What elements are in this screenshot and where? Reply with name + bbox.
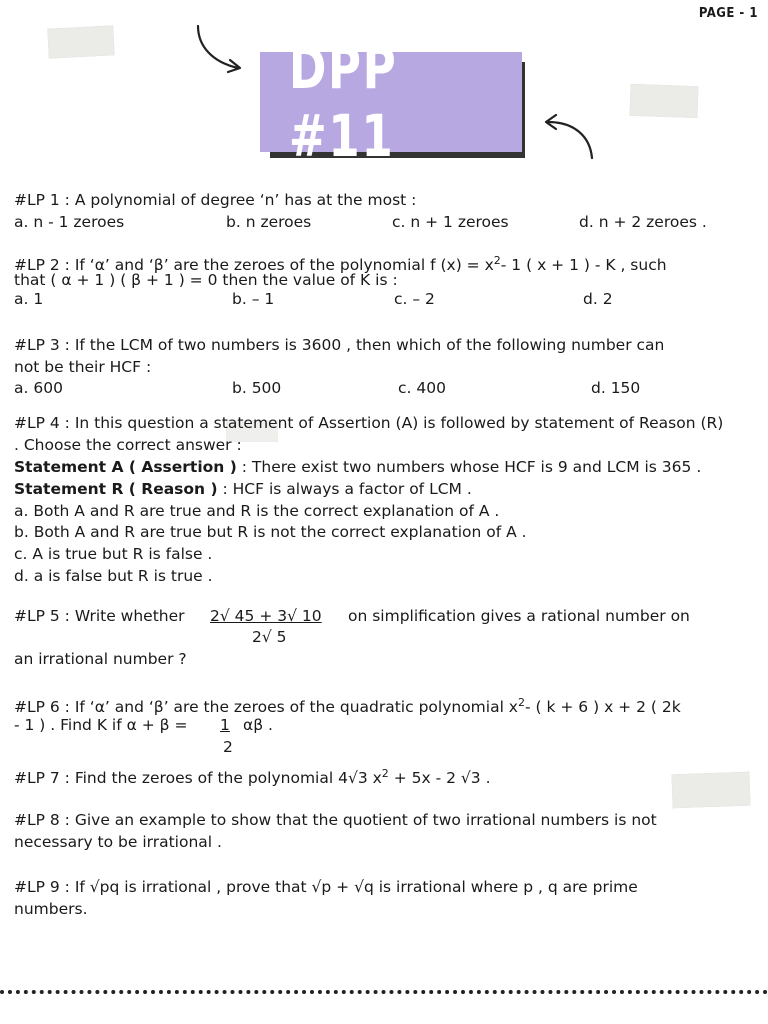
q6-fraction-denominator: 2	[223, 738, 233, 756]
statement-r	[14, 479, 472, 499]
question-5-line-2: an irrational number ?	[14, 650, 187, 668]
banner-title: DPP #11	[288, 34, 398, 170]
q7-text-a: #LP 7 : Find the zeroes of the polynomial 4√3 x	[14, 769, 382, 788]
page-number: PAGE - 1	[698, 6, 758, 21]
arrow-right-icon	[538, 112, 598, 162]
tape-decoration-right	[671, 772, 750, 809]
q4-option-b: b. Both A and R are true but R is not the correct explanation of A .	[14, 523, 527, 541]
question-3-line-2: not be their HCF :	[14, 358, 152, 376]
q3-option-d: d. 150	[591, 379, 641, 397]
q1-option-d: d. n + 2 zeroes .	[579, 213, 707, 231]
question-6-line-2-b: αβ .	[243, 716, 273, 734]
question-4-line-1: #LP 4 : In this question a statement of Assertion (A) is followed by statement of Reason (R)	[14, 414, 724, 432]
q4-option-c: c. A is true but R is false .	[14, 545, 213, 563]
statement-a	[14, 457, 701, 477]
statement-r-text: : HCF is always a factor of LCM .	[217, 480, 472, 498]
q4-option-d: d. a is false but R is true .	[14, 567, 213, 585]
q3-option-b: b. 500	[232, 379, 282, 397]
footer-dotted-divider	[0, 990, 768, 994]
q4-option-a: a. Both A and R are true and R is the correct explanation of A .	[14, 502, 500, 520]
question-5-prefix: #LP 5 : Write whether	[14, 607, 185, 625]
question-9-line-2: numbers.	[14, 900, 88, 918]
question-7	[14, 764, 491, 788]
q2-option-b: b. – 1	[232, 290, 275, 308]
question-9-line-1: #LP 9 : If √pq is irrational , prove that √p + √q is irrational where p , q are prime	[14, 878, 638, 896]
tape-decoration-top-right	[629, 84, 698, 118]
question-4-line-2: . Choose the correct answer :	[14, 436, 242, 454]
q7-exponent: 2	[381, 767, 389, 780]
statement-a-label: Statement A ( Assertion )	[14, 458, 237, 476]
q1-option-a: a. n - 1 zeroes	[14, 213, 125, 231]
q6-text-a: #LP 6 : If ‘α’ and ‘β’ are the zeroes of the quadratic polynomial x	[14, 698, 518, 717]
question-1: #LP 1 : A polynomial of degree ‘n’ has at the most :	[14, 191, 417, 209]
q2-option-a: a. 1	[14, 290, 44, 308]
q3-option-c: c. 400	[398, 379, 446, 397]
title-banner	[260, 34, 522, 170]
q6-text-b: - ( k + 6 ) x + 2 ( 2k	[525, 698, 681, 717]
q2-option-c: c. – 2	[394, 290, 435, 308]
question-2-line-2: that ( α + 1 ) ( β + 1 ) = 0 then the value of K is :	[14, 271, 398, 289]
statement-r-label: Statement R ( Reason )	[14, 480, 218, 498]
q1-option-b: b. n zeroes	[226, 213, 312, 231]
question-8-line-2: necessary to be irrational .	[14, 833, 222, 851]
question-6-line-1	[14, 693, 681, 717]
arrow-left-icon	[192, 22, 248, 74]
q7-text-b: + 5x - 2 √3 .	[393, 769, 491, 788]
q1-option-c: c. n + 1 zeroes	[392, 213, 509, 231]
question-5-suffix: on simplification gives a rational number on	[348, 607, 690, 625]
q6-exponent: 2	[518, 696, 525, 709]
q5-fraction-denominator: 2√ 5	[252, 628, 287, 646]
q2-option-d: d. 2	[583, 290, 613, 308]
q5-fraction-numerator: 2√ 45 + 3√ 10	[210, 607, 322, 625]
question-3-line-1: #LP 3 : If the LCM of two numbers is 3600 , then which of the following number can	[14, 336, 665, 354]
tape-decoration-top-left	[47, 25, 114, 58]
q6-fraction-numerator: 1	[220, 716, 230, 734]
q2-text-a: #LP 2 : If ‘α’ and ‘β’ are the zeroes of the polynomial f (x) = x	[14, 256, 494, 275]
q2-text-b: - 1 ( x + 1 ) - K , such	[500, 256, 667, 275]
question-6-line-2-a: - 1 ) . Find K if α + β =	[14, 716, 188, 734]
q3-option-a: a. 600	[14, 379, 63, 397]
question-8-line-1: #LP 8 : Give an example to show that the quotient of two irrational numbers is not	[14, 811, 657, 829]
q2-exponent: 2	[493, 254, 501, 267]
statement-a-text: : There exist two numbers whose HCF is 9 and LCM is 365 .	[236, 458, 702, 476]
